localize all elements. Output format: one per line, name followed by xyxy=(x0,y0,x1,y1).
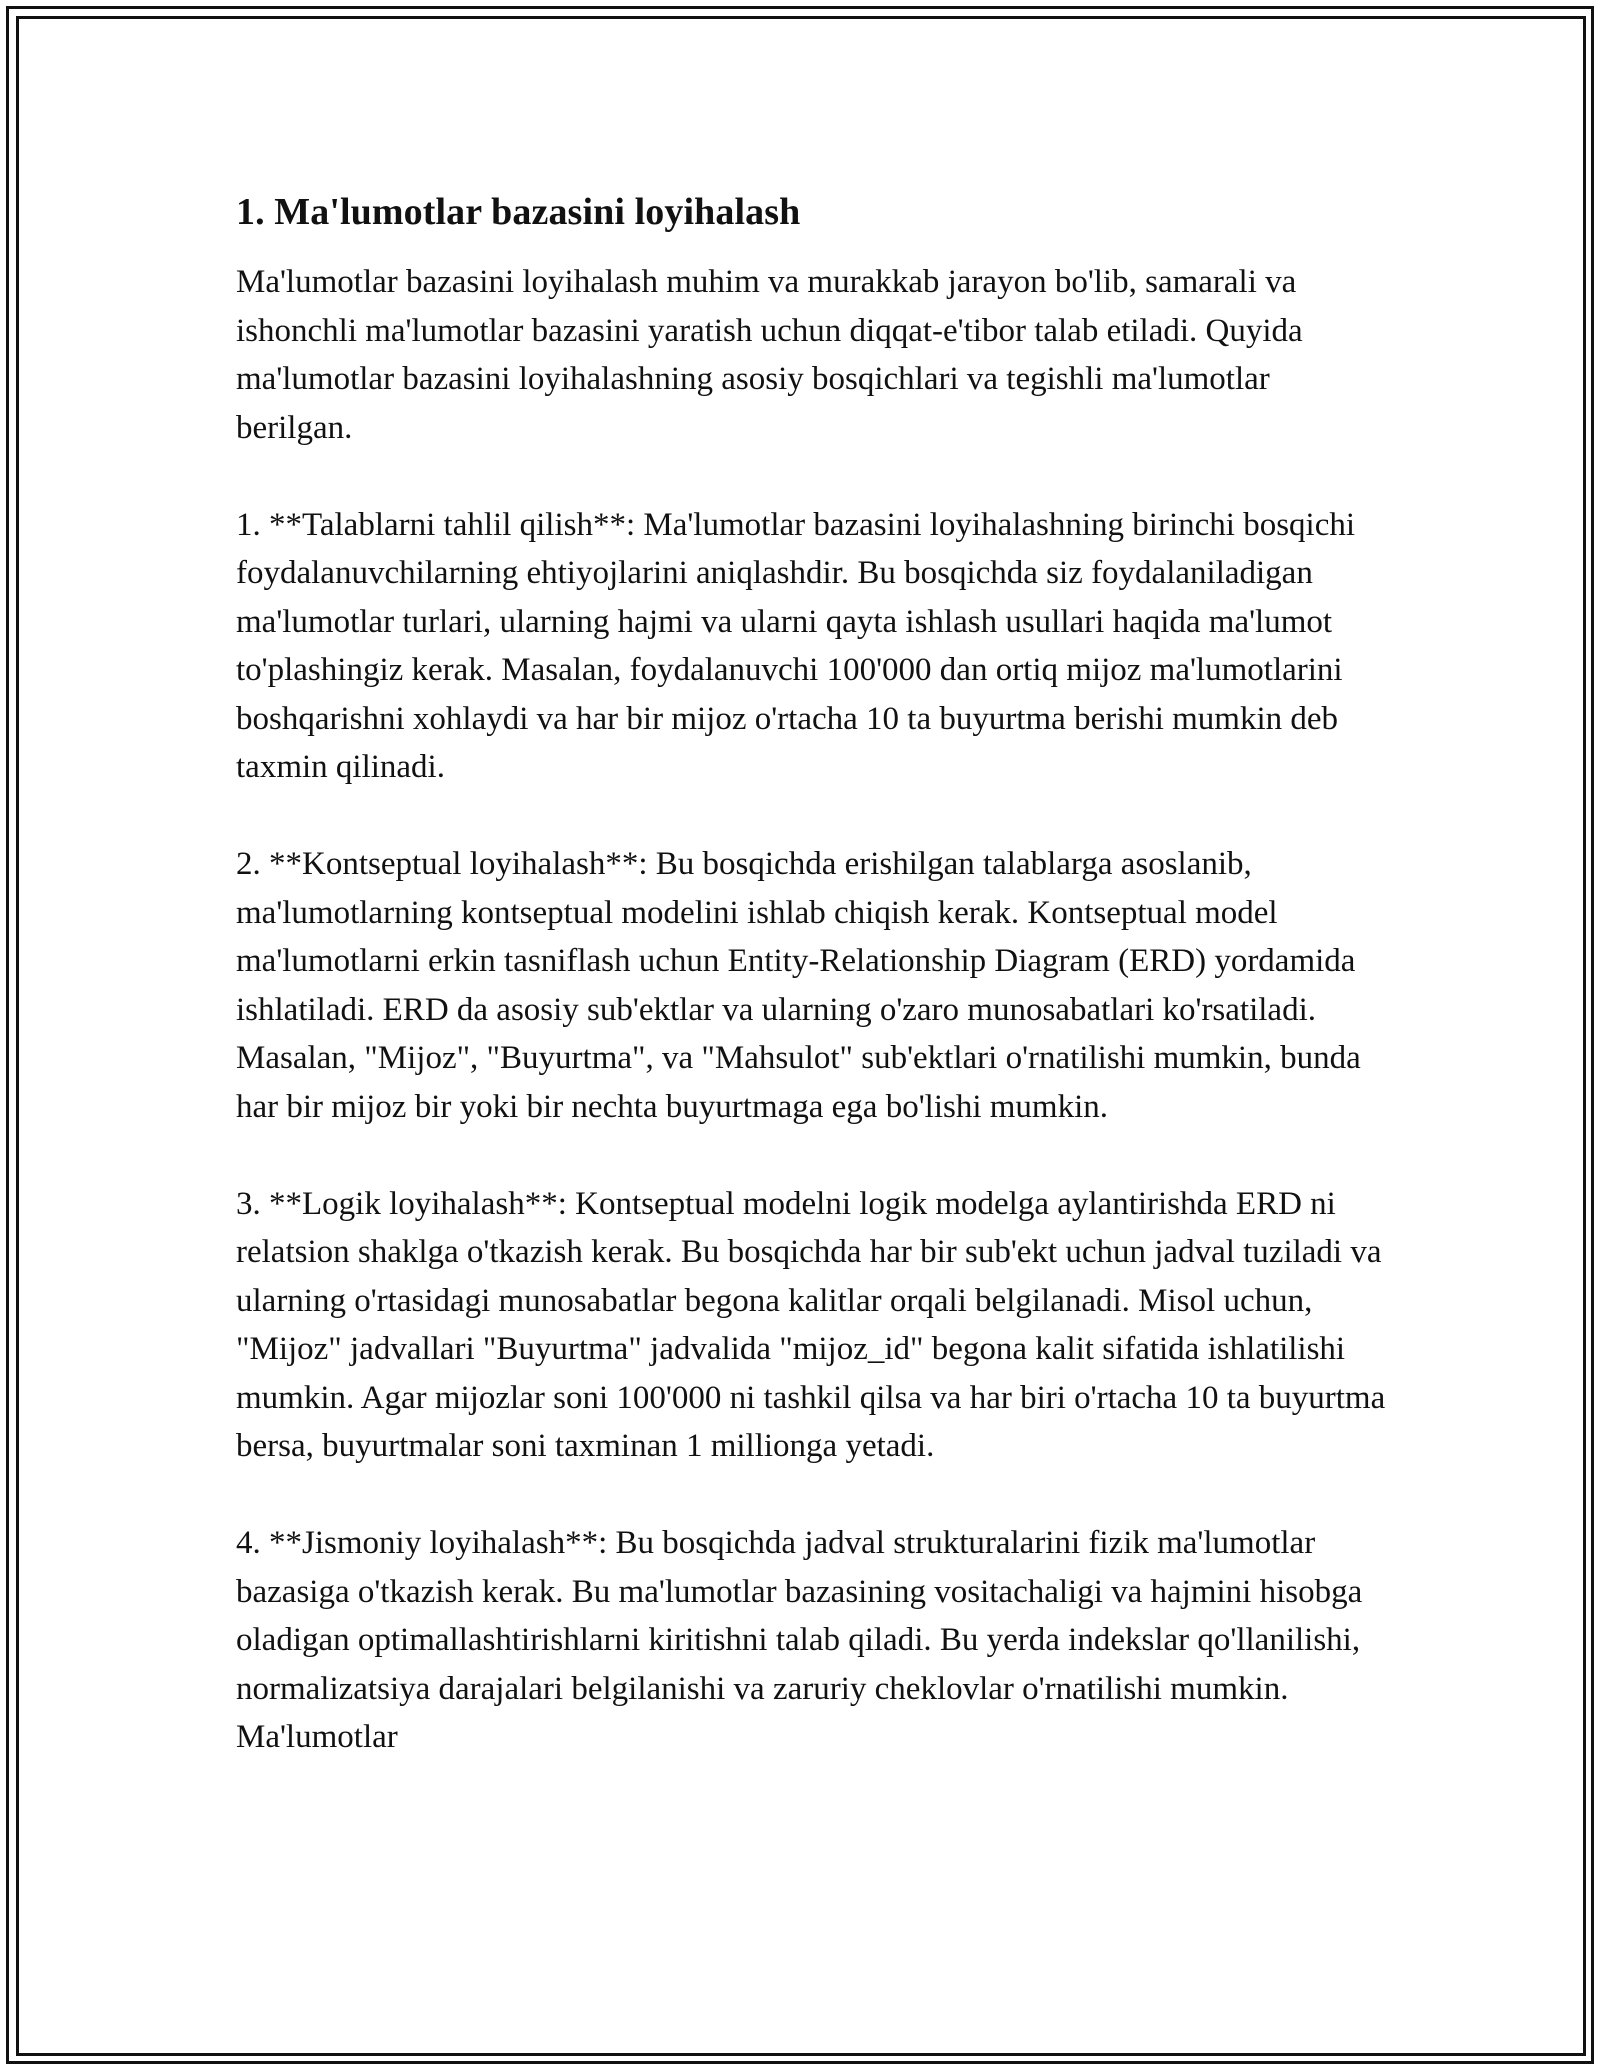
conceptual-design-paragraph: 2. **Kontseptual loyihalash**: Bu bosqichda erishilgan talablarga asoslanib, ma'lumotlarning kontseptual modelini ishlab chiqish kerak. Kontseptual model ma'lumotlarni erkin tasniflash uchun Entity-Relationship Diagram (ERD) yordamida ishlatiladi. ERD da asosiy sub'ektlar va ularning o'zaro munosabatlari ko'rsatiladi. Masalan, "Mijoz", "Buyurtma", va "Mahsulot" sub'ektlari o'rnatilishi mumkin, bunda har bir mijoz bir yoki bir nechta buyurtmaga ega bo'lishi mumkin. xyxy=(236,846,1361,1125)
intro-paragraph: Ma'lumotlar bazasini loyihalash muhim va murakkab jarayon bo'lib, samarali va ishonchli ma'lumotlar bazasini yaratish uchun diqqat-e'tibor talab etiladi. Quyida ma'lumotlar bazasini loyihalashning asosiy bosqichlari va tegishli ma'lumotlar berilgan. xyxy=(236,264,1303,446)
requirements-analysis-paragraph: 1. **Talablarni tahlil qilish**: Ma'lumotlar bazasini loyihalashning birinchi bosqichi foydalanuvchilarning ehtiyojlarini aniqlashdir. Bu bosqichda siz foydalaniladigan ma'lumotlar turlari, ularning hajmi va ularni qayta ishlash usullari haqida ma'lumot to'plashingiz kerak. Masalan, foydalanuvchi 100'000 dan ortiq mijoz ma'lumotlarini boshqarishni xohlaydi va har bir mijoz o'rtacha 10 ta buyurtma berishi mumkin deb taxmin qilinadi. xyxy=(236,506,1356,785)
section-title: 1. Ma'lumotlar bazasini loyihalash xyxy=(236,191,801,233)
document-body xyxy=(236,188,1386,1762)
physical-design-paragraph: 4. **Jismoniy loyihalash**: Bu bosqichda jadval strukturalarini fizik ma'lumotlar bazasiga o'tkazish kerak. Bu ma'lumotlar bazasining vositachaligi va hajmini hisobga oladigan optimallashtirishlarni kiritishni talab qiladi. Bu yerda indekslar qo'llanilishi, normalizatsiya darajalari belgilanishi va zaruriy cheklovlar o'rnatilishi mumkin. Ma'lumotlar xyxy=(236,1525,1363,1755)
logical-design-paragraph: 3. **Logik loyihalash**: Kontseptual modelni logik modelga aylantirishda ERD ni relatsion shaklga o'tkazish kerak. Bu bosqichda har bir sub'ekt uchun jadval tuziladi va ularning o'rtasidagi munosabatlar begona kalitlar orqali belgilanadi. Misol uchun, "Mijoz" jadvallari "Buyurtma" jadvalida "mijoz_id" begona kalit sifatida ishlatilishi mumkin. Agar mijozlar soni 100'000 ni tashkil qilsa va har biri o'rtacha 10 ta buyurtma bersa, buyurtmalar soni taxminan 1 millionga yetadi. xyxy=(236,1185,1386,1464)
